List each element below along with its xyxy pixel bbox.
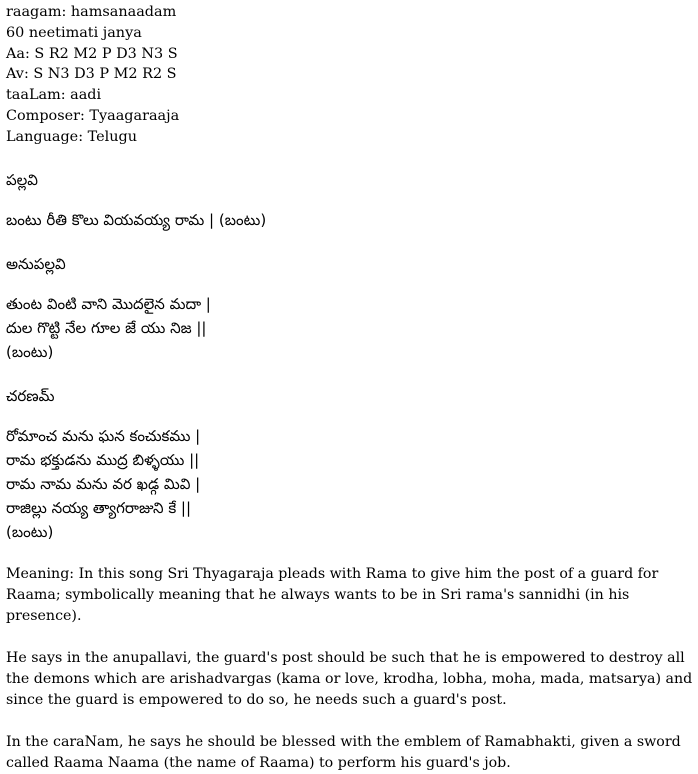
taalam-line: taaLam: aadi — [6, 87, 102, 104]
arohanam-line: Aa: S R2 M2 P D3 N3 S — [6, 45, 178, 62]
charanam-heading: చరణమ్ — [6, 386, 55, 405]
raagam-line: raagam: hamsanaadam — [6, 4, 177, 20]
anupallavi-refrain: (బంటు) — [6, 342, 54, 361]
charanam-line: రోమాంచ మను ఘన కంచుకము | — [6, 426, 201, 445]
avarohanam-line: Av: S N3 D3 P M2 R2 S — [6, 66, 177, 83]
language-line: Language: Telugu — [6, 128, 137, 145]
charanam-line: రాజిల్లు నయ్య త్యాగరాజుని కే || — [6, 498, 192, 517]
charanam-section — [6, 384, 694, 544]
anupallavi-section — [6, 252, 694, 364]
meaning-paragraph: Meaning: In this song Sri Thyagaraja pleads with Rama to give him the post of a guard for Raama; symbolically meaning that he always wants to be in Sri rama's sannidhi (in his presence). — [6, 565, 659, 624]
composer-line: Composer: Tyaagaraaja — [6, 107, 180, 124]
meaning-section — [6, 564, 694, 774]
anupallavi-explanation: He says in the anupallavi, the guard's post should be such that he is empowered to destroy all the demons which are arishadvargas (kama or love, krodha, lobha, moha, mada, matsarya) and since the guard is empowered to do so, he needs such a guard's post. — [6, 649, 693, 708]
charanam-explanation: In the caraNam, he says he should be blessed with the emblem of Ramabhakti, given a sword called Raama Naama (the name of Raama) to perform his guard's job. — [6, 733, 681, 771]
charanam-refrain: (బంటు) — [6, 522, 54, 541]
anupallavi-line: తుంట వింటి వాని మొదలైన మదా | — [6, 294, 211, 313]
song-metadata — [6, 2, 694, 148]
pallavi-section — [6, 168, 694, 232]
charanam-line: రామ భక్తుడను ముద్ర బిళ్ళయు || — [6, 450, 200, 469]
janya-line: 60 neetimati janya — [6, 24, 142, 41]
pallavi-line: బంటు రీతి కొలు వియవయ్య రామ | (బంటు) — [6, 210, 267, 229]
song-document — [6, 2, 694, 774]
pallavi-heading: పల్లవి — [6, 170, 38, 189]
charanam-line: రామ నామ మను వర ఖడ్గ మివి | — [6, 474, 201, 493]
anupallavi-line: దుల గొట్టి నేల గూల జే యు నిజ || — [6, 318, 207, 337]
anupallavi-heading: అనుపల్లవి — [6, 254, 66, 273]
